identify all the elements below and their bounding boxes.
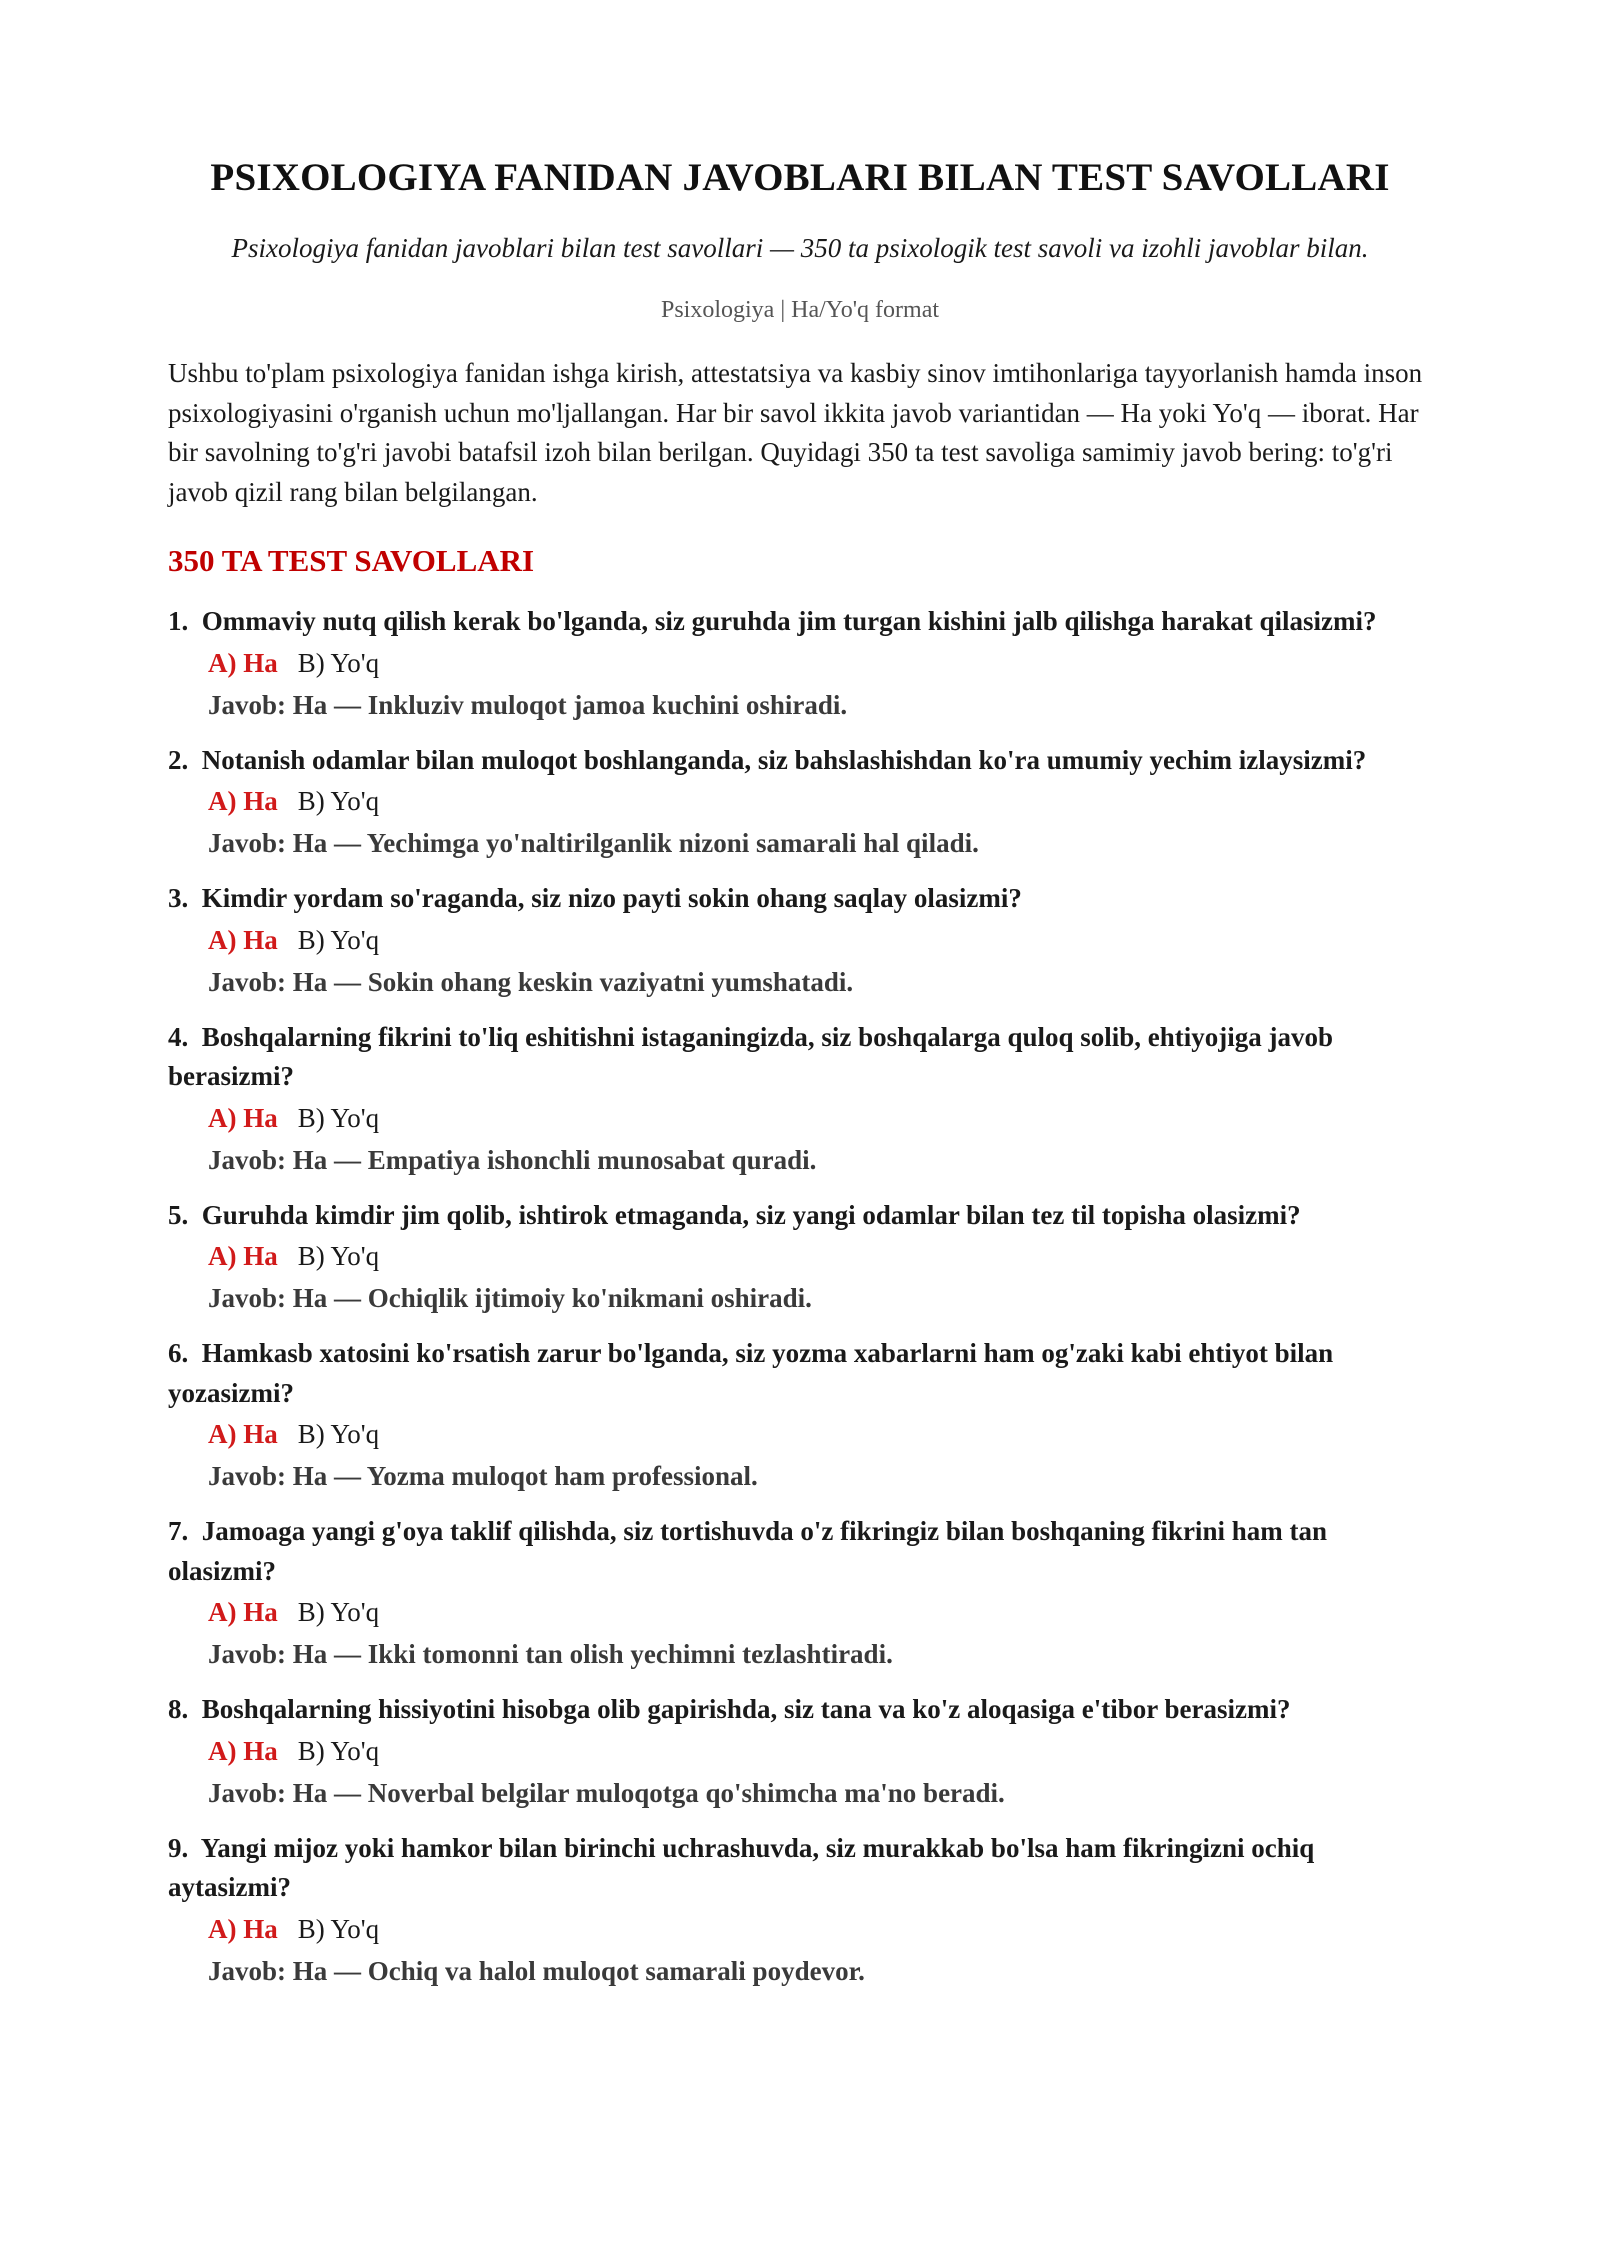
options-row bbox=[168, 1097, 1432, 1139]
answer-explanation: Javob: Ha — Ochiqlik ijtimoiy ko'nikmani oshiradi. bbox=[208, 1283, 812, 1313]
question-text: Hamkasb xatosini ko'rsatish zarur bo'lganda, siz yozma xabarlarni ham og'zaki kabi ehtiyot bilan yozasizmi? bbox=[168, 1338, 1334, 1408]
answer-explanation: Javob: Ha — Inkluziv muloqot jamoa kuchini oshiradi. bbox=[208, 689, 848, 720]
options-row bbox=[168, 919, 1432, 961]
question-number: 2. bbox=[168, 744, 189, 775]
question-text: Guruhda kimdir jim qolib, ishtirok etmaganda, siz yangi odamlar bilan tez til topisha olasizmi? bbox=[201, 1199, 1301, 1230]
option-b: B) Yo'q bbox=[297, 1735, 380, 1766]
option-a-correct: A) Ha bbox=[208, 1597, 278, 1627]
option-a-correct: A) Ha bbox=[208, 1419, 278, 1449]
options-row bbox=[168, 1413, 1432, 1455]
question-number: 8. bbox=[168, 1694, 189, 1724]
question-number: 4. bbox=[168, 1021, 189, 1052]
answer-explanation: Javob: Ha — Noverbal belgilar muloqotga qo'shimcha ma'no beradi. bbox=[208, 1777, 1005, 1808]
option-b: B) Yo'q bbox=[297, 1102, 380, 1133]
option-a-correct: A) Ha bbox=[208, 647, 278, 678]
options-row bbox=[168, 1730, 1432, 1772]
question-text: Notanish odamlar bilan muloqot boshlanganda, siz bahslashishdan ko'ra umumiy yechim izlaysizmi? bbox=[201, 744, 1367, 775]
question-item bbox=[168, 1829, 1432, 1992]
question-text-row bbox=[168, 879, 1432, 919]
option-b: B) Yo'q bbox=[297, 786, 380, 816]
option-a-correct: A) Ha bbox=[208, 1241, 278, 1271]
question-item bbox=[168, 1196, 1432, 1320]
intro-paragraph: Ushbu to'plam psixologiya fanidan ishga kirish, attestatsiya va kasbiy sinov imtihonlariga tayyorlanish hamda inson psixologiyasini o'rganish uchun mo'ljallangan. Har bir savol ikkita javob variantidan — Ha yoki Yo'q — iborat. Har bir savolning to'g'ri javobi batafsil izoh bilan berilgan. Quyidagi 350 ta test savoliga samimiy javob bering: to'g'ri javob qizil rang bilan belgilangan. bbox=[168, 358, 1423, 507]
question-text-row bbox=[168, 1512, 1432, 1591]
question-item bbox=[168, 741, 1432, 865]
question-item bbox=[168, 1512, 1432, 1675]
option-b: B) Yo'q bbox=[297, 647, 380, 678]
question-number: 5. bbox=[168, 1199, 189, 1230]
question-text-row bbox=[168, 741, 1432, 781]
question-text: Boshqalarning fikrini to'liq eshitishni istaganingizda, siz boshqalarga quloq solib, ehtiyojiga javob berasizmi? bbox=[168, 1021, 1334, 1091]
question-text-row bbox=[168, 1196, 1432, 1236]
answer-explanation: Javob: Ha — Sokin ohang keskin vaziyatni yumshatadi. bbox=[208, 966, 854, 997]
question-number: 1. bbox=[168, 606, 189, 636]
document-title: PSIXOLOGIYA FANIDAN JAVOBLARI BILAN TEST SAVOLLARI bbox=[210, 156, 1390, 199]
question-text: Kimdir yordam so'raganda, siz nizo payti sokin ohang saqlay olasizmi? bbox=[201, 883, 1022, 913]
option-b: B) Yo'q bbox=[297, 1913, 380, 1944]
question-text-row bbox=[168, 1829, 1432, 1908]
options-row bbox=[168, 1591, 1432, 1633]
option-a-correct: A) Ha bbox=[208, 1913, 278, 1944]
question-item bbox=[168, 1690, 1432, 1814]
question-text-row bbox=[168, 1018, 1432, 1097]
question-number: 9. bbox=[168, 1832, 189, 1863]
option-a-correct: A) Ha bbox=[208, 1735, 278, 1766]
option-b: B) Yo'q bbox=[297, 1597, 380, 1627]
options-row bbox=[168, 1908, 1432, 1950]
option-b: B) Yo'q bbox=[297, 1241, 380, 1271]
question-number: 3. bbox=[168, 883, 189, 913]
question-number: 7. bbox=[168, 1516, 189, 1546]
option-b: B) Yo'q bbox=[297, 1419, 380, 1449]
document-meta: Psixologiya | Ha/Yo'q format bbox=[660, 297, 940, 323]
question-text-row bbox=[168, 1690, 1432, 1730]
answer-explanation: Javob: Ha — Empatiya ishonchli munosabat quradi. bbox=[208, 1144, 817, 1175]
question-text: Yangi mijoz yoki hamkor bilan birinchi uchrashuvda, siz murakkab bo'lsa ham fikringizni ochiq aytasizmi? bbox=[168, 1832, 1315, 1902]
document-subtitle: Psixologiya fanidan javoblari bilan test savollari — 350 ta psixologik test savoli va izohli javoblar bilan. bbox=[231, 233, 1369, 263]
question-item bbox=[168, 879, 1432, 1003]
question-text: Ommaviy nutq qilish kerak bo'lganda, siz guruhda jim turgan kishini jalb qilishga harakat qilasizmi? bbox=[201, 606, 1377, 636]
answer-explanation: Javob: Ha — Ochiq va halol muloqot samarali poydevor. bbox=[208, 1955, 865, 1986]
option-a-correct: A) Ha bbox=[208, 1102, 278, 1133]
options-row bbox=[168, 642, 1432, 684]
answer-explanation: Javob: Ha — Ikki tomonni tan olish yechimni tezlashtiradi. bbox=[208, 1639, 893, 1669]
question-item bbox=[168, 1018, 1432, 1181]
question-number: 6. bbox=[168, 1338, 189, 1368]
question-item bbox=[168, 1334, 1432, 1497]
answer-explanation: Javob: Ha — Yozma muloqot ham professional. bbox=[208, 1461, 758, 1491]
option-b: B) Yo'q bbox=[297, 924, 380, 955]
options-row bbox=[168, 1235, 1432, 1277]
question-item bbox=[168, 602, 1432, 726]
option-a-correct: A) Ha bbox=[208, 786, 278, 816]
answer-explanation: Javob: Ha — Yechimga yo'naltirilganlik nizoni samarali hal qiladi. bbox=[208, 828, 979, 858]
question-text-row bbox=[168, 602, 1432, 642]
question-text-row bbox=[168, 1334, 1432, 1413]
option-a-correct: A) Ha bbox=[208, 924, 278, 955]
question-text: Boshqalarning hissiyotini hisobga olib gapirishda, siz tana va ko'z aloqasiga e'tibor berasizmi? bbox=[201, 1694, 1291, 1724]
options-row bbox=[168, 780, 1432, 822]
question-list bbox=[168, 602, 1432, 1992]
section-heading: 350 TA TEST SAVOLLARI bbox=[168, 543, 535, 578]
question-text: Jamoaga yangi g'oya taklif qilishda, siz tortishuvda o'z fikringiz bilan boshqaning fikrini ham tan olasizmi? bbox=[168, 1516, 1327, 1586]
